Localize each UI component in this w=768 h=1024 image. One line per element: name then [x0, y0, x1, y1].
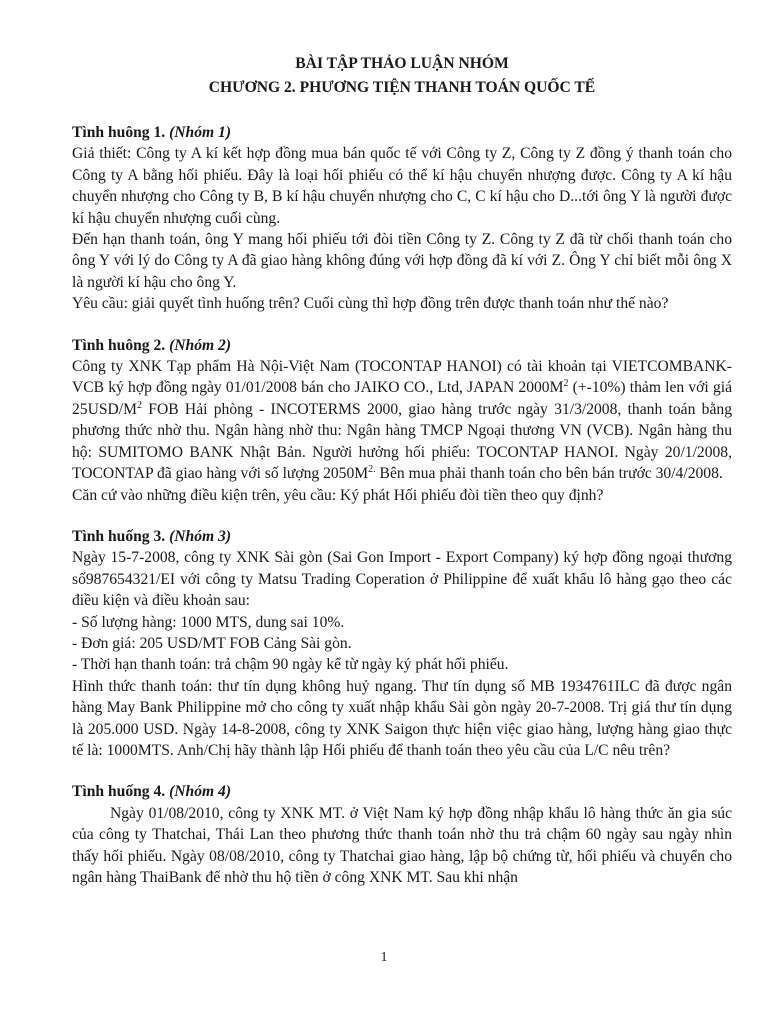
title-line-2: CHƯƠNG 2. PHƯƠNG TIỆN THANH TOÁN QUỐC TẾ [208, 79, 596, 96]
document-page [72, 52, 732, 888]
case-3-heading [72, 526, 732, 547]
case-2 [72, 335, 732, 506]
case-1-paragraph-2: Đến hạn thanh toán, ông Y mang hối phiếu tới đòi tiền Công ty Z. Công ty Z đã từ chối thanh toán cho ông Y với lý do Công ty A đã giao hàng không đúng với hợp đồng đã kí với Z. Ông Y chỉ biết mỗi ông X là người kí hậu cho ông Y. [72, 231, 732, 291]
case-1 [72, 122, 732, 315]
case-4-group: (Nhóm 4) [169, 783, 232, 801]
case-4-title: Tình huống 4. [72, 783, 166, 801]
case-1-paragraph-3: Yêu cầu: giải quyết tình huống trên? Cuối cùng thì hợp đồng trên được thanh toán như thế nào? [72, 295, 669, 313]
page-number: 1 [380, 950, 388, 965]
case-1-heading [72, 122, 732, 143]
case-3-bullet-1: - Số lượng hàng: 1000 MTS, dung sai 10%. [72, 613, 345, 631]
case-3-paragraph-2: Hình thức thanh toán: thư tín dụng không huỷ ngang. Thư tín dụng số MB 1934761ILC đã được ngân hàng May Bank Philippine mở cho công ty xuất nhập khẩu Sài gòn ngày 20-7-2008. Trị giá thư tín dụng là 205.000 USD. Ngày 14-8-2008, công ty XNK Saigon thực hiện việc giao hàng, lượng hàng giao thực tế là: 1000MTS. Anh/Chị hãy thành lập Hối phiếu để thanh toán theo yêu cầu của L/C nêu trên? [72, 677, 732, 759]
case-3-title: Tình huống 3. [72, 527, 166, 545]
case-2-heading [72, 335, 732, 356]
case-3-group: (Nhóm 3) [169, 527, 232, 545]
case-2-text-d: Bên mua phải thanh toán cho bên bán trước 30/4/2008. [375, 465, 723, 483]
case-2-paragraph-2: Căn cứ vào những điều kiện trên, yêu cầu: Ký phát Hối phiếu đòi tiền theo quy định? [72, 486, 604, 504]
case-2-text-b: (+-10%) thảm len với giá 25USD/M [72, 379, 732, 418]
case-1-group: (Nhóm 1) [169, 124, 232, 141]
case-3-bullet-3: - Thời hạn thanh toán: trả chậm 90 ngày kể từ ngày ký phát hối phiếu. [72, 656, 509, 674]
case-2-text-c: FOB Hải phòng - INCOTERMS 2000, giao hàng trước ngày 31/3/2008, thanh toán bằng phương thức nhờ thu. Ngân hàng nhờ thu: Ngân hàng TMCP Ngoại thương VN (VCB). Ngân hàng thu hộ: SUMITOMO BANK Nhật Bản. Người hưởng hối phiếu: TOCONTAP HANOI. Ngày 20/1/2008, TOCONTAP đã giao hàng với số lượng 2050M [72, 400, 732, 483]
superscript-1: 2 [563, 378, 569, 390]
case-3-bullet-2: - Đơn giá: 205 USD/MT FOB Cảng Sài gòn. [72, 634, 352, 652]
document-title [72, 52, 732, 100]
case-2-paragraph-1 [72, 356, 732, 484]
title-line-1: BÀI TẬP THẢO LUẬN NHÓM [295, 55, 509, 72]
case-3-paragraph-1: Ngày 15-7-2008, công ty XNK Sài gòn (Sai Gon Import - Export Company) ký hợp đồng ngoại thương số987654321/EI với công ty Matsu Trading Coperation ở Philippine để xuất khẩu lô hàng gạo theo các điều kiện và điều khoản sau: [72, 549, 732, 610]
case-1-paragraph-1: Giả thiết: Công ty A kí kết hợp đồng mua bán quốc tế với Công ty Z, Công ty Z đồng ý thanh toán cho Công ty A bằng hối phiếu. Đây là loại hối phiếu có thể kí hậu chuyển nhượng được. Công ty A kí hậu chuyển nhượng cho Công ty B, B kí hậu chuyển nhượng cho C, C kí hậu cho D...tới ông Y là người được kí hậu chuyển nhượng cuối cùng. [72, 145, 732, 227]
superscript-2: 2 [137, 399, 142, 411]
case-1-title: Tình huông 1. [72, 124, 166, 141]
superscript-3: 2. [368, 463, 376, 475]
case-2-text-a: Công ty XNK Tạp phẩm Hà Nội-Việt Nam (TOCONTAP HANOI) có tài khoản tại VIETCOMBANK-VCB ký hợp đồng ngày 01/01/2008 bán cho JAIKO CO., Ltd, JAPAN 2000M [72, 358, 732, 397]
case-4 [72, 781, 732, 888]
case-2-title: Tình huông 2. [72, 336, 166, 354]
case-2-group: (Nhóm 2) [169, 336, 232, 354]
case-4-heading [72, 781, 732, 802]
case-4-paragraph-1: Ngày 01/08/2010, công ty XNK MT. ở Việt Nam ký hợp đồng nhập khẩu lô hàng thức ăn gia súc của công ty Thatchai, Thái Lan theo phương thức thanh toán nhờ thu trả chậm 60 ngày sau ngày nhìn thấy hối phiếu. Ngày 08/08/2010, công ty Thatchai giao hàng, lập bộ chứng từ, hối phiếu và chuyển cho ngân hàng ThaiBank để nhờ thu hộ tiền ở công XNK MT. Sau khi nhận [72, 804, 732, 886]
case-3 [72, 526, 732, 761]
